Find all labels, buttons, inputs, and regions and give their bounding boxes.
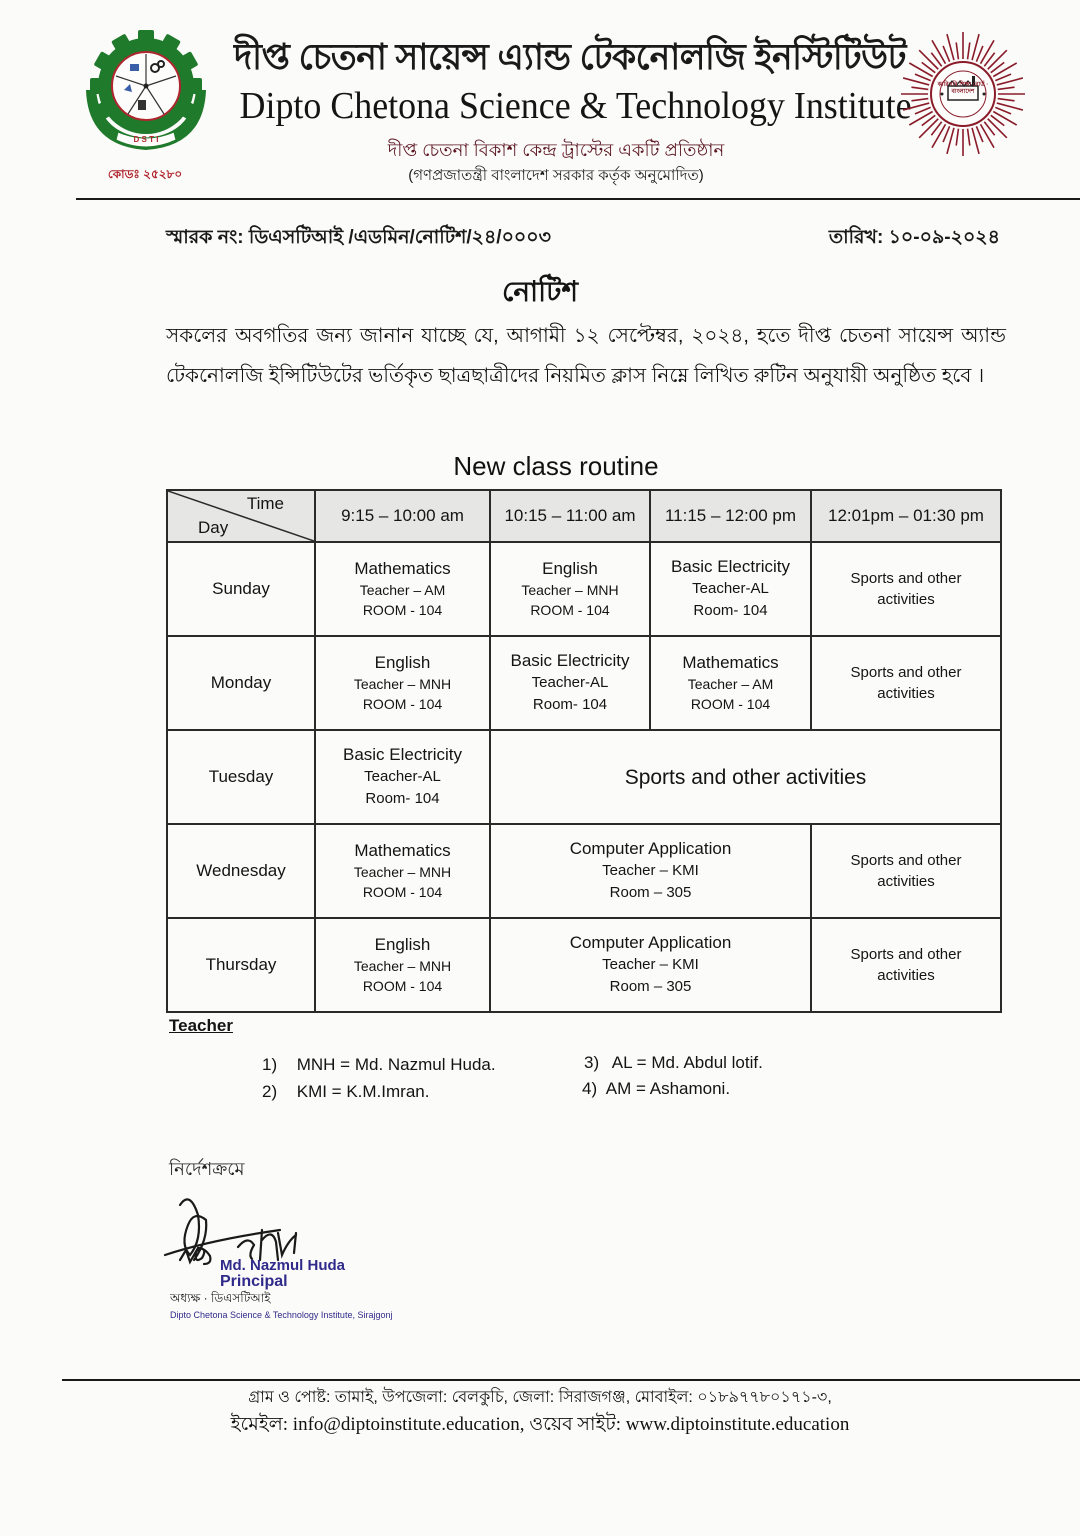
legend-text: KMI = K.M.Imran. <box>296 1082 430 1101</box>
seal-ray <box>932 40 946 63</box>
room: ROOM - 104 <box>690 696 771 712</box>
seal-ray <box>956 42 958 59</box>
stamp-org <box>170 1290 392 1320</box>
footer-divider <box>62 1379 1080 1381</box>
seal-ray <box>998 99 1015 101</box>
activity-cell <box>811 918 1001 1012</box>
activity-text: Sports and other activities <box>850 570 962 608</box>
legend-number: 2) <box>262 1082 278 1101</box>
corner-day-label: Day <box>198 518 229 537</box>
approval-line: (গণপ্রজাতন্ত্রী বাংলাদেশ সরকার কর্তৃক অনুমোদিত) <box>408 167 704 184</box>
room: ROOM - 104 <box>362 602 443 618</box>
time-slot-header: 11:15 – 12:00 pm <box>650 490 811 542</box>
class-cell <box>315 730 490 824</box>
activity-text: Sports and other activities <box>850 946 962 984</box>
room: Room- 104 <box>693 602 768 619</box>
teacher-code: Teacher-AL <box>531 674 609 691</box>
header-divider <box>76 198 1080 200</box>
activity-cell <box>811 824 1001 918</box>
legend-text: AM = Ashamoni. <box>605 1079 731 1098</box>
seal-ray <box>968 129 970 146</box>
footer-contact: ইমেইল: info@diptoinstitute.education, ওয়েব সাইট: www.diptoinstitute.education <box>230 1414 850 1435</box>
reference-number: স্মারক নং: ডিএসটিআই /এডমিন/নোটিশ/২৪/০০০৩ <box>166 227 551 248</box>
order-label: নির্দেশক্রমে <box>169 1159 245 1179</box>
day-cell: Sunday <box>167 542 315 636</box>
table-row <box>167 542 1001 636</box>
stamp-signature-bn: অধ্যক্ষ · ডিএসটিআই <box>170 1291 271 1305</box>
room: ROOM - 104 <box>362 696 443 712</box>
class-cell <box>315 824 490 918</box>
seal-ray <box>915 74 931 81</box>
seal-ray <box>919 119 938 138</box>
activity-text: Sports and other activities <box>850 852 962 890</box>
day-cell: Monday <box>167 636 315 730</box>
subject: Basic Electricity <box>510 651 630 670</box>
institute-name-bangla: দীপ্ত চেতনা সায়েন্স এ্যান্ড টেকনোলজি ইনস্টিটিউট <box>233 36 906 77</box>
room: ROOM - 104 <box>362 978 443 994</box>
seal-ray <box>976 126 983 142</box>
seal-ray <box>976 46 983 62</box>
subject: Mathematics <box>682 653 779 672</box>
seal-ray <box>995 107 1011 114</box>
time-slot-header: 12:01pm – 01:30 pm <box>811 490 1001 542</box>
table-row <box>167 730 1001 824</box>
footer-address: গ্রাম ও পোষ্ট: তামাই, উপজেলা: বেলকুচি, জেলা: সিরাজগঞ্জ, মোবাইল: ০১৮৯৭৭৮০১৭১-৩, <box>248 1389 832 1406</box>
room: Room – 305 <box>609 978 692 995</box>
subject: English <box>374 935 431 954</box>
subject: Basic Electricity <box>342 745 463 764</box>
teacher-code: Teacher – MNH <box>353 864 452 880</box>
notice-body: সকলের অবগতির জন্য জানান যাচ্ছে যে, আগামী ১২ সেপ্টেম্বর, ২০২৪, হতে দীপ্ত চেতনা সায়েন্স অ্যান্ড টেকনোলজি ইন্সিটিউটের ভর্তিকৃত ছাত্রছাত্রীদের নিয়মিত ক্লাস নিম্নে লিখিত রুটিন অনুযায়ী অনুষ্ঠিত হবে । <box>166 325 1006 387</box>
class-cell <box>315 542 490 636</box>
seal-ray <box>993 63 1016 77</box>
teacher-code: Teacher – KMI <box>602 862 699 879</box>
room: Room- 104 <box>365 790 440 807</box>
activity-text: Sports and other activities <box>850 664 962 702</box>
day-cell: Wednesday <box>167 824 315 918</box>
class-cell <box>650 636 811 730</box>
class-cell <box>490 824 811 918</box>
teacher-code: Teacher – MNH <box>521 582 619 598</box>
seal-ray <box>911 87 928 89</box>
day-cell: Tuesday <box>167 730 315 824</box>
seal-ray <box>932 124 946 147</box>
day-cell: Thursday <box>167 918 315 1012</box>
teacher-legend-item <box>262 1082 429 1102</box>
room: Room- 104 <box>532 696 608 713</box>
seal-ray <box>911 99 928 101</box>
subject: English <box>542 559 598 578</box>
teacher-code: Teacher – AM <box>359 582 446 598</box>
class-cell <box>315 636 490 730</box>
subject: Mathematics <box>354 559 451 578</box>
seal-ray <box>915 107 931 114</box>
seal-ray <box>988 50 1007 69</box>
table-row <box>167 636 1001 730</box>
subject: Computer Application <box>569 839 732 858</box>
teacher-code: Teacher – MNH <box>353 676 452 692</box>
institute-name-english: Dipto Chetona Science & Technology Institute <box>239 85 912 127</box>
legend-number: 3) <box>584 1053 600 1072</box>
time-slot-header: 10:15 – 11:00 am <box>490 490 650 542</box>
teacher-code: Teacher – AM <box>687 676 774 692</box>
seal-ray <box>998 87 1015 89</box>
institute-code: কোডঃ ২৫২৮০ <box>107 167 183 181</box>
room: ROOM - 104 <box>362 884 443 900</box>
seal-ray <box>956 129 958 146</box>
teacher-code: Teacher-AL <box>364 768 441 785</box>
class-cell <box>490 542 650 636</box>
seal-ray <box>981 124 995 147</box>
teacher-code: Teacher-AL <box>692 580 769 597</box>
institute-logo <box>80 28 212 160</box>
seal-ray <box>993 112 1016 126</box>
teacher-legend-heading: Teacher <box>169 1016 233 1035</box>
trust-line: দীপ্ত চেতনা বিকাশ কেন্দ্র ট্রাস্টের একটি প্রতিষ্ঠান <box>387 140 725 160</box>
class-routine-table <box>166 489 1002 1013</box>
class-cell <box>490 918 811 1012</box>
subject: English <box>374 653 431 672</box>
class-cell <box>650 542 811 636</box>
seal-ray <box>909 112 932 126</box>
subject: Basic Electricity <box>670 557 791 576</box>
teacher-code: Teacher – MNH <box>353 958 452 974</box>
seal-ray <box>909 63 932 77</box>
corner-header-cell <box>167 490 315 542</box>
teacher-code: Teacher – KMI <box>602 956 699 973</box>
seal-ray <box>995 74 1011 81</box>
notice-title: নোটিশ <box>501 276 579 307</box>
stamp-title: Principal <box>220 1273 288 1290</box>
seal-text: কারিগরি শিক্ষা বোর্ড · বাংলাদেশ <box>937 82 989 95</box>
activity-cell <box>811 636 1001 730</box>
seal-ray <box>981 40 995 63</box>
table-header-row <box>167 490 1001 542</box>
time-slot-header: 9:15 – 10:00 am <box>315 490 490 542</box>
subject: Mathematics <box>354 841 451 860</box>
seal-ray <box>919 50 938 69</box>
teacher-legend-item <box>584 1053 763 1073</box>
class-cell <box>315 918 490 1012</box>
table-row <box>167 824 1001 918</box>
subject: Computer Application <box>569 933 732 952</box>
legend-text: MNH = Md. Nazmul Huda. <box>296 1055 496 1074</box>
class-cell <box>490 636 650 730</box>
activity-cell <box>490 730 1001 824</box>
seal-ray <box>943 126 950 142</box>
seal-ray <box>943 46 950 62</box>
legend-text: AL = Md. Abdul lotif. <box>611 1053 763 1072</box>
stamp-name: Md. Nazmul Huda <box>220 1257 346 1274</box>
stamp-organization: Dipto Chetona Science & Technology Institute, Sirajgonj <box>170 1310 393 1320</box>
room: ROOM - 104 <box>530 602 610 618</box>
activity-text: Sports and other activities <box>624 765 867 789</box>
teacher-legend-item <box>262 1055 496 1075</box>
corner-time-label: Time <box>246 494 284 513</box>
principal-stamp <box>220 1258 345 1290</box>
table-row <box>167 918 1001 1012</box>
seal-ray <box>968 42 970 59</box>
logo-ribbon-text: D S T I <box>133 135 159 144</box>
notice-date: তারিখ: ১০-০৯-২০২৪ <box>828 227 1000 248</box>
activity-cell <box>811 542 1001 636</box>
seal-ray <box>988 119 1007 138</box>
teacher-legend-item <box>582 1079 730 1099</box>
routine-title: New class routine <box>453 451 659 481</box>
legend-number: 4) <box>582 1079 598 1098</box>
legend-number: 1) <box>262 1055 278 1074</box>
room: Room – 305 <box>609 884 692 901</box>
